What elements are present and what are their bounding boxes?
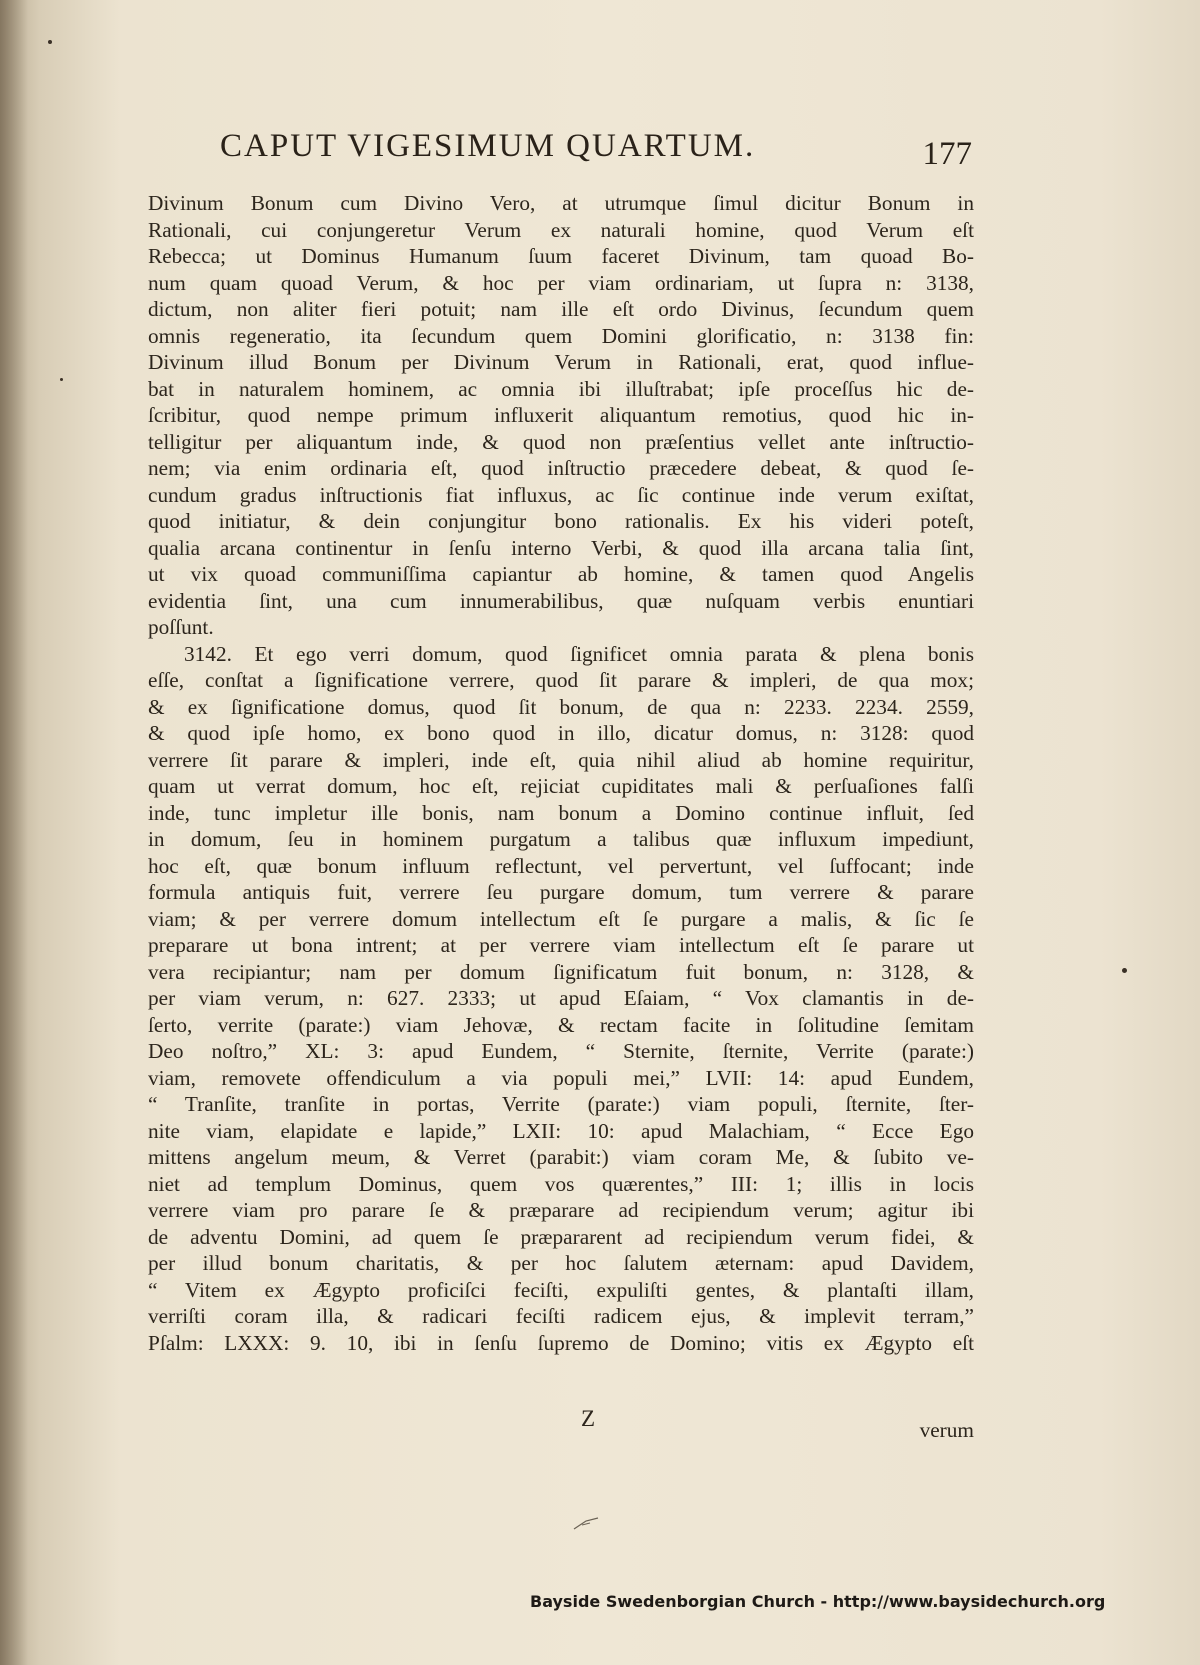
text-line: qualia arcana continentur in ſenſu interno Verbi, & quod illa arcana talia ſint, bbox=[148, 535, 974, 560]
text-line: Rebecca; ut Dominus Humanum ſuum faceret Divinum, tam quoad Bo- bbox=[148, 244, 974, 268]
text-line: & ex ſignificatione domus, quod ſit bonum, de qua n: 2233. 2234. 2559, bbox=[148, 694, 974, 719]
text-line: vera recipiantur; nam per domum ſignificatum fuit bonum, n: 3128, & bbox=[148, 959, 974, 984]
text-line: bat in naturalem hominem, ac omnia ibi illuſtrabat; ipſe proceſſus hic de- bbox=[148, 376, 974, 401]
page-gutter-shadow bbox=[0, 0, 28, 1665]
page-number: 177 bbox=[922, 136, 972, 172]
text-line: eſſe, conſtat a ſignificatione verrere, quod ſit parare & impleri, de qua mox; bbox=[148, 668, 974, 692]
text-line: in domum, ſeu in hominem purgatum a talibus quæ influxum impediunt, bbox=[148, 827, 974, 851]
text-line: mittens angelum meum, & Verret (parabit:) viam coram Me, & ſubito ve- bbox=[148, 1145, 974, 1169]
text-line: 3142. Et ego verri domum, quod ſignificet omnia parata & plena bonis bbox=[184, 641, 974, 666]
text-line: viam; & per verrere domum intellectum eſt ſe purgare a malis, & ſic ſe bbox=[148, 906, 974, 931]
text-line: quam ut verrat domum, hoc eſt, rejiciat cupiditates mali & perſuaſiones falſi bbox=[148, 774, 974, 798]
text-line: inde, tunc impletur ille bonis, nam bonum a Domino continue influit, ſed bbox=[148, 800, 974, 825]
text-line: num quam quoad Verum, & hoc per viam ordinariam, ut ſupra n: 3138, bbox=[148, 270, 974, 295]
text-line: omnis regeneratio, ita ſecundum quem Domini glorificatio, n: 3138 fin: bbox=[148, 323, 974, 348]
text-line: Divinum illud Bonum per Divinum Verum in Rationali, erat, quod influe- bbox=[148, 350, 974, 374]
text-line: per viam verum, n: 627. 2333; ut apud Eſaiam, “ Vox clamantis in de- bbox=[148, 986, 974, 1010]
text-line: “ Vitem ex Ægypto proficiſci feciſti, expuliſti gentes, & plantaſti illam, bbox=[148, 1277, 974, 1302]
text-line: verrere viam pro parare ſe & præparare ad recipiendum verum; agitur ibi bbox=[148, 1198, 974, 1222]
body-text bbox=[148, 190, 974, 1356]
text-line: ut vix quoad communiſſima capiantur ab homine, & tamen quod Angelis bbox=[148, 562, 974, 586]
running-title: CAPUT VIGESIMUM QUARTUM. bbox=[220, 128, 756, 164]
text-line: nem; via enim ordinaria eſt, quod inſtructio præcedere debeat, & quod ſe- bbox=[148, 456, 974, 480]
signature-mark: Z bbox=[581, 1406, 596, 1431]
page-header bbox=[150, 128, 972, 178]
paper-speck bbox=[1122, 968, 1127, 973]
text-line: hoc eſt, quæ bonum influum reflectunt, vel pervertunt, vel ſuffocant; inde bbox=[148, 853, 974, 878]
text-line: “ Tranſite, tranſite in portas, Verrite (parate:) viam populi, ſternite, ſter- bbox=[148, 1092, 974, 1116]
text-line: de adventu Domini, ad quem ſe præpararent ad recipiendum verum fidei, & bbox=[148, 1224, 974, 1249]
text-line: telligitur per aliquantum inde, & quod non præſentius vellet ante inſtructio- bbox=[148, 429, 974, 454]
text-line: Deo noſtro,” XL: 3: apud Eundem, “ Sternite, ſternite, Verrite (parate:) bbox=[148, 1039, 974, 1063]
text-line: ſcribitur, quod nempe primum influxerit aliquantum remotius, quod hic in- bbox=[148, 403, 974, 427]
text-line: formula antiquis fuit, verrere ſeu purgare domum, tum verrere & parare bbox=[148, 880, 974, 904]
text-line: poſſunt. bbox=[148, 615, 214, 639]
text-line: cundum gradus inſtructionis fiat influxus, ac ſic continue inde verum exiſtat, bbox=[148, 482, 974, 507]
footer-credit: Bayside Swedenborgian Church - http://www.baysidechurch.org bbox=[530, 1592, 1106, 1611]
pencil-mark bbox=[572, 1515, 602, 1531]
text-line: viam, removete offendiculum a via populi mei,” LVII: 14: apud Eundem, bbox=[148, 1065, 974, 1090]
catchword: verum bbox=[919, 1418, 974, 1442]
text-line: dictum, non aliter fieri potuit; nam ille eſt ordo Divinus, ſecundum quem bbox=[148, 297, 974, 321]
text-line: Rationali, cui conjungeretur Verum ex naturali homine, quod Verum eſt bbox=[148, 217, 974, 242]
paper-speck bbox=[48, 40, 52, 44]
text-line: evidentia ſint, una cum innumerabilibus, quæ nuſquam verbis enuntiari bbox=[148, 588, 974, 613]
text-line: per illud bonum charitatis, & per hoc ſalutem æternam: apud Davidem, bbox=[148, 1251, 974, 1275]
text-line: preparare ut bona intrent; at per verrere viam intellectum eſt ſe parare ut bbox=[148, 933, 974, 957]
text-line: verrere ſit parare & impleri, inde eſt, quia nihil aliud ab homine requiritur, bbox=[148, 747, 974, 772]
text-line: Pſalm: LXXX: 9. 10, ibi in ſenſu ſupremo de Domino; vitis ex Ægypto eſt bbox=[148, 1330, 974, 1355]
paper-speck bbox=[60, 378, 63, 381]
text-line: quod initiatur, & dein conjungitur bono rationalis. Ex his videri poteſt, bbox=[148, 509, 974, 533]
text-line: nite viam, elapidate e lapide,” LXII: 10: apud Malachiam, “ Ecce Ego bbox=[148, 1118, 974, 1143]
text-line: verriſti coram illa, & radicari feciſti radicem ejus, & implevit terram,” bbox=[148, 1304, 974, 1328]
text-line: ſerto, verrite (parate:) viam Jehovæ, & rectam facite in ſolitudine ſemitam bbox=[148, 1012, 974, 1037]
text-line: Divinum Bonum cum Divino Vero, at utrumque ſimul dicitur Bonum in bbox=[148, 191, 974, 215]
text-line: niet ad templum Dominus, quem vos quærentes,” III: 1; illis in locis bbox=[148, 1171, 974, 1196]
text-line: & quod ipſe homo, ex bono quod in illo, dicatur domus, n: 3128: quod bbox=[148, 721, 974, 745]
